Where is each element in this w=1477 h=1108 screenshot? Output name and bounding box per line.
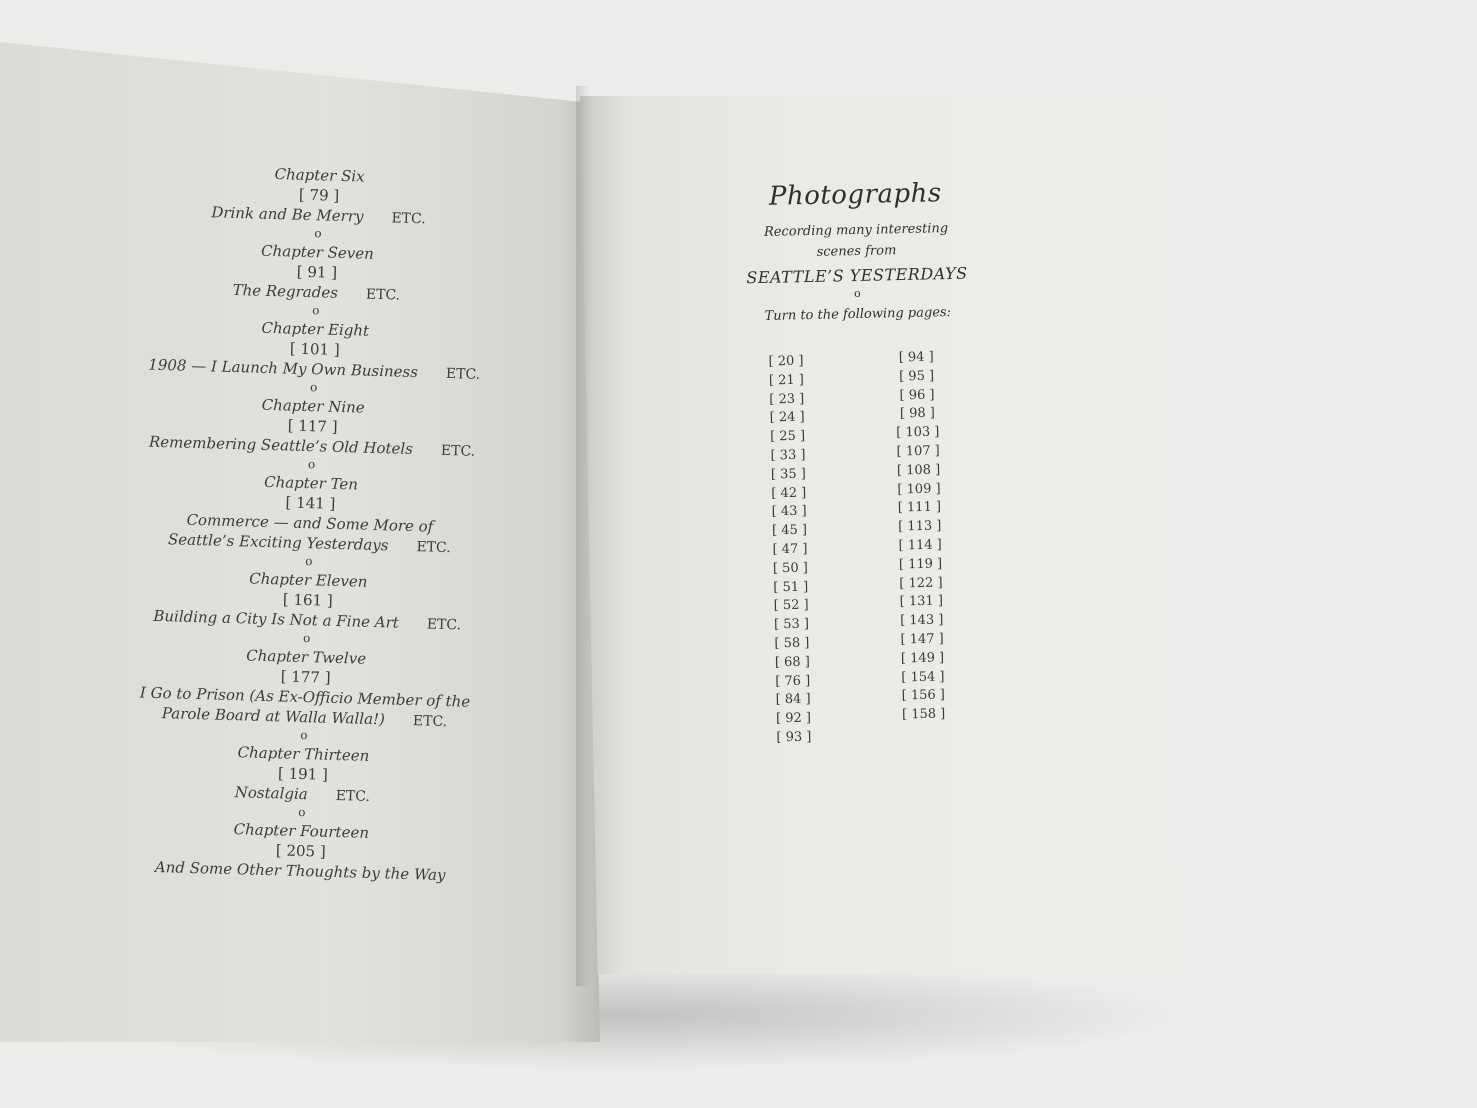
chapter-title: Seattle’s Exciting Yesterdays [167,530,389,555]
photo-page-number: [ 158 ] [901,706,946,723]
photo-page-number: [ 156 ] [901,687,946,704]
separator: o [309,380,318,395]
chapter-page-number: [ 79 ] [298,185,340,205]
photo-page-number: [ 94 ] [898,349,934,366]
instruction: Turn to the following pages: [764,305,952,324]
etc-label: ETC. [335,787,371,805]
photo-pages-column-1 [756,352,824,748]
chapter-title: Commerce — and Some More of [186,510,434,536]
chapter-title: I Go to Prison (As Ex-Officio Member of the [139,683,471,711]
chapter-heading: Chapter Thirteen [237,743,370,765]
etc-label: ETC. [416,539,451,557]
photo-page-number: [ 96 ] [899,387,935,403]
subtitle-line-2: scenes from [816,243,897,260]
separator: o [312,303,320,318]
photo-page-number: [ 111 ] [897,499,942,516]
book-title: SEATTLE’S YESTERDAYS [746,263,968,288]
chapter-page-number: [ 161 ] [282,590,333,610]
photo-page-number: [ 33 ] [770,447,806,464]
separator: o [314,226,322,241]
photo-page-number: [ 51 ] [773,579,809,595]
etc-label: ETC. [426,616,462,634]
chapter-heading: Chapter Ten [263,472,359,494]
photo-page-number: [ 50 ] [772,560,808,577]
chapter-title: Nostalgia [234,783,308,804]
photographs-header [735,177,978,327]
chapter-page-number: [ 101 ] [289,339,340,359]
photo-page-number: [ 147 ] [900,631,944,648]
photo-page-number: [ 20 ] [768,353,804,370]
separator: o [300,727,308,743]
chapter-heading: Chapter Fourteen [233,820,370,842]
photo-page-number: [ 95 ] [898,368,935,385]
photo-page-number: [ 68 ] [774,654,810,671]
chapter-title: 1908 — I Launch My Own Business [148,355,419,382]
photo-page-number: [ 35 ] [770,466,807,483]
photo-page-number: [ 98 ] [899,406,936,422]
photo-page-number: [ 76 ] [775,673,811,689]
photo-page-number: [ 92 ] [775,710,812,727]
photo-page-number: [ 122 ] [899,575,943,592]
photo-page-number: [ 43 ] [771,504,807,520]
etc-label: ETC. [440,442,476,460]
subtitle-line-1: Recording many interesting [763,221,949,240]
photo-page-number: [ 108 ] [896,462,941,479]
photo-page-number: [ 143 ] [899,612,944,629]
photo-page-number: [ 109 ] [897,481,941,498]
separator: o [307,457,316,472]
photo-page-number: [ 84 ] [775,691,811,708]
photo-page-number: [ 25 ] [769,428,806,445]
chapter-page-number: [ 117 ] [287,416,338,436]
separator: o [298,804,306,820]
photo-page-number: [ 23 ] [769,391,805,407]
chapter-heading: Chapter Six [274,165,365,186]
photo-page-number: [ 93 ] [776,729,812,746]
chapter-title: Parole Board at Walla Walla!) [161,704,386,729]
photo-page-number: [ 149 ] [900,650,945,667]
chapter-page-number: [ 191 ] [277,764,329,784]
photo-page-number: [ 45 ] [771,522,808,539]
photo-page-number: [ 107 ] [896,443,940,460]
photo-page-number: [ 21 ] [768,372,805,389]
table-of-contents [110,160,510,886]
chapter-title: And Some Other Thoughts by the Way [154,857,446,885]
photo-page-number: [ 24 ] [769,410,805,426]
chapter-title: Drink and Be Merry [211,203,364,226]
photo-page-number: [ 131 ] [899,593,944,610]
photo-pages-column-2 [886,348,954,725]
photo-page-number: [ 119 ] [898,556,943,573]
chapter-heading: Chapter Seven [260,241,375,263]
photo-page-number: [ 113 ] [898,518,942,535]
photographs-heading: Photographs [768,178,943,212]
etc-label: ETC. [412,713,448,731]
photo-page-number: [ 52 ] [773,597,809,614]
book-gutter [576,86,590,986]
photo-page-number: [ 114 ] [898,537,942,554]
photo-page-number: [ 47 ] [772,541,808,558]
chapter-page-number: [ 141 ] [285,493,336,513]
photo-page-number: [ 103 ] [896,424,940,441]
chapter-title: The Regrades [232,280,339,302]
etc-label: ETC. [391,210,426,228]
chapter-title: Remembering Seattle’s Old Hotels [148,432,414,459]
separator: o [305,554,313,569]
etc-label: ETC. [445,365,481,383]
chapter-heading: Chapter Nine [261,395,365,417]
etc-label: ETC. [365,286,401,304]
chapter-page-number: [ 177 ] [280,667,331,687]
chapter-page-number: [ 91 ] [296,262,338,282]
chapter-heading: Chapter Twelve [246,646,367,668]
chapter-title: Building a City Is Not a Fine Art [153,606,400,632]
chapter-heading: Chapter Eight [261,318,370,340]
photo-page-number: [ 58 ] [774,635,810,652]
separator: o [302,631,311,646]
chapter-heading: Chapter Eleven [249,569,368,591]
separator: o [853,286,861,301]
chapter-page-number: [ 205 ] [275,841,326,861]
photo-page-number: [ 53 ] [773,616,810,633]
photo-page-number: [ 154 ] [901,669,945,685]
photo-page-number: [ 42 ] [771,485,807,501]
